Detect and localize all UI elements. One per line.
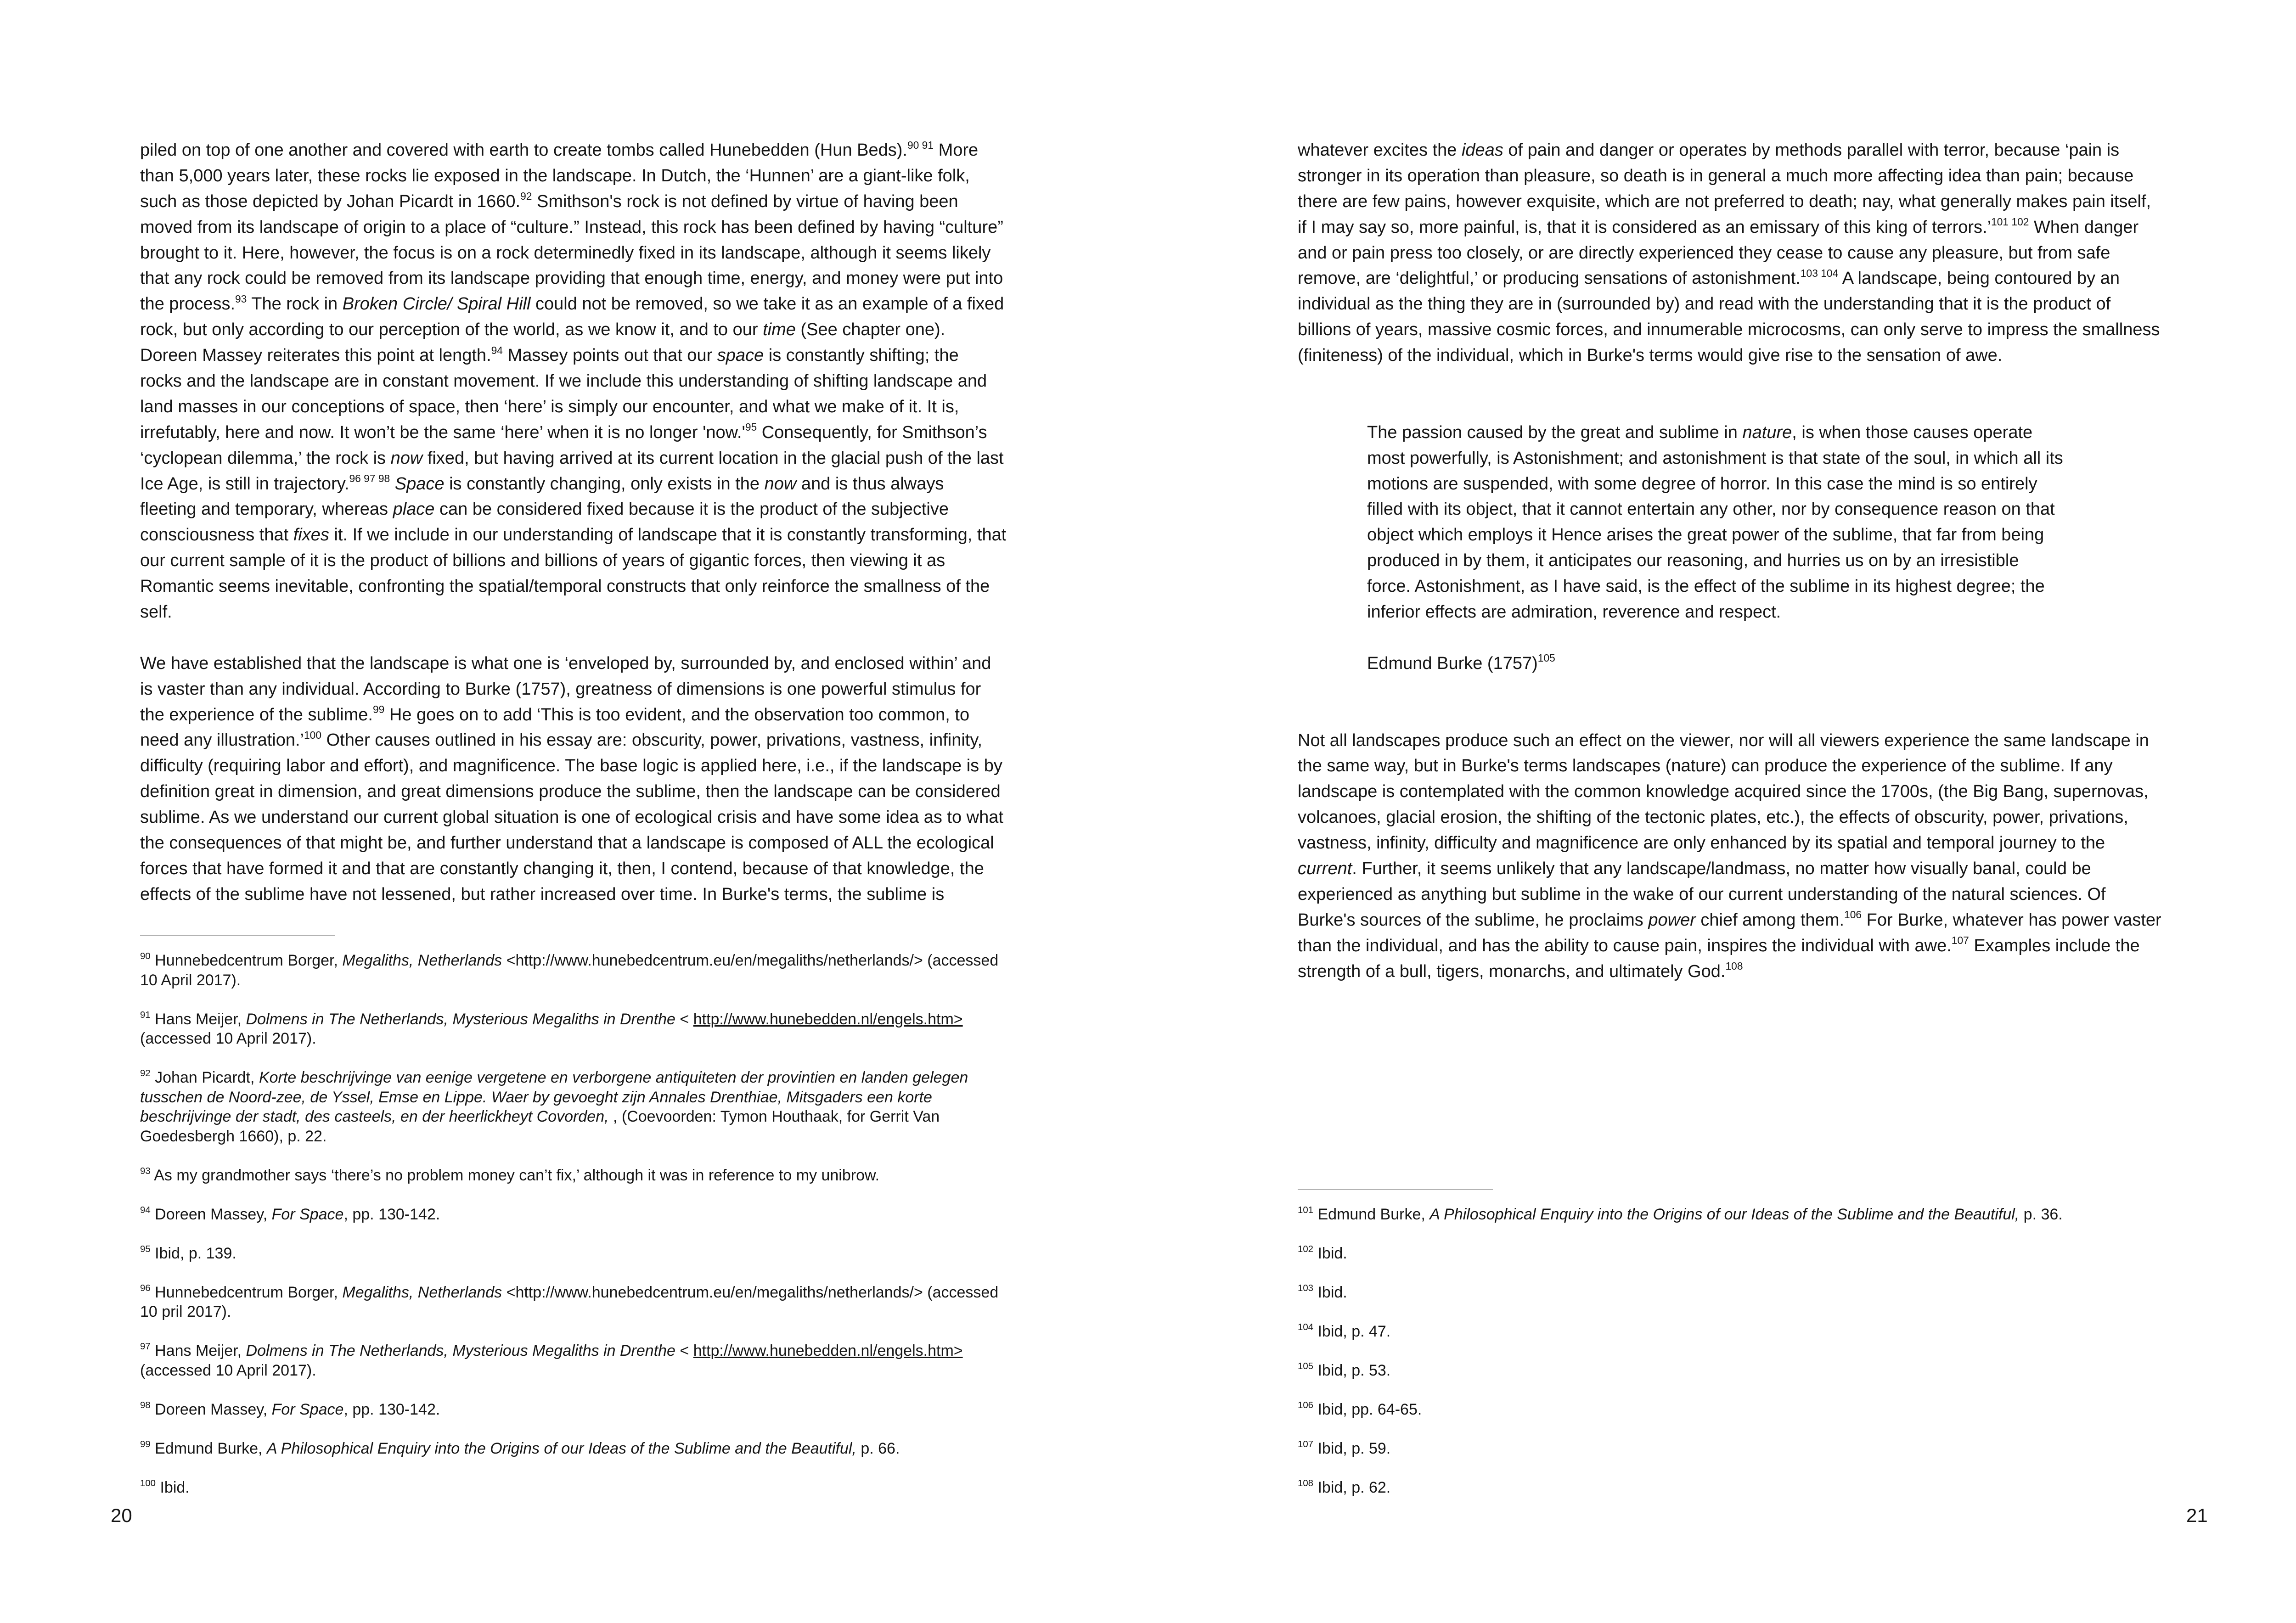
italic-text: space [717, 346, 764, 365]
footnote-ref: 106 [1844, 909, 1862, 921]
text-line: (accessed 10 April 2017). [140, 1030, 316, 1047]
text-line: Goedesbergh 1660), p. 22. [140, 1127, 327, 1145]
text-run: Ibid, p. 47. [1313, 1323, 1391, 1340]
text-run: Ibid, p. 53. [1313, 1362, 1391, 1379]
text-line: that any rock could be removed from its landscape providing that enough time, energy, and money were put into [140, 269, 1003, 288]
text-line [1298, 1244, 2063, 1264]
text-line [1298, 856, 2161, 882]
text-line: landscape is contemplated with the common knowledge acquired since the 1700s, (the Big Bang, supernovas, [1298, 782, 2149, 802]
page-number: 20 [111, 1505, 132, 1526]
footnote [140, 1341, 998, 1380]
text-line: and or pain press too closely, or are directly experienced they cease to cause any pleasure, but from safe [1298, 243, 2110, 263]
footnote-ref: 91 [140, 1010, 151, 1020]
text-line [140, 1068, 998, 1088]
text-run: Consequently, for Smithson’s [757, 422, 987, 442]
footnote-ref: 98 [140, 1400, 151, 1410]
footnote-ref: 90 91 [907, 139, 934, 151]
italic-text: Korte beschrijvinge van eenige vergetene en verborgene antiquiteten der provintien en landen gelegen [259, 1069, 968, 1086]
text-line [140, 1088, 998, 1107]
text-line: 10 pril 2017). [140, 1303, 231, 1320]
footnote-ref: 105 [1298, 1361, 1314, 1372]
text-line [1298, 1400, 2063, 1420]
italic-text: Dolmens in The Netherlands, Mysterious Megaliths in Drenthe [246, 1010, 675, 1028]
footnote [140, 1439, 998, 1459]
footnote [1298, 1244, 2063, 1264]
text-line [140, 1439, 998, 1459]
text-line [140, 497, 1006, 522]
text-run: p. 66. [856, 1439, 900, 1457]
text-line: object which employs it Hence arises the great power of the sublime, that far from being [1367, 525, 2044, 545]
left-body-text [140, 138, 1006, 908]
text-line [1298, 959, 2161, 985]
text-line [140, 1244, 998, 1264]
text-run: <http://www.hunebedcentrum.eu/en/megaliths/netherlands/> (accessed [502, 952, 999, 969]
text-line: experienced as anything but sublime in the wake of our current understanding of the natural sciences. Of [1298, 884, 2106, 904]
text-run: A landscape, being contoured by an [1838, 269, 2120, 288]
text-line [140, 1107, 998, 1127]
text-run: is constantly shifting; the [764, 346, 959, 365]
text-line: difficulty (requiring labor and effort), and magnificence. The base logic is applied here, i.e., if the landscape is by [140, 756, 1002, 776]
italic-text: now [390, 448, 423, 468]
footnote [1298, 1400, 2063, 1420]
text-line [140, 472, 1006, 497]
text-line: filled with its object, that it cannot entertain any other, nor by consequence reason on that [1367, 500, 2055, 519]
footnote [140, 1478, 998, 1498]
text-run: He goes on to add ‘This is too evident, and the observation too common, to [384, 705, 970, 724]
url-link[interactable]: http://www.hunebedden.nl/engels.htm> [693, 1342, 963, 1359]
text-line: individual as the thing they are in (surrounded by) and read with the understanding that it is the product of [1298, 294, 2111, 314]
footnote [140, 1205, 998, 1224]
text-run: irrefutably, here and now. It won’t be the same ‘here’ when it is no longer 'now.' [140, 422, 745, 442]
footnote-ref: 107 [1298, 1439, 1314, 1450]
footnote-ref: 93 [235, 292, 247, 305]
text-line: produced in by them, it anticipates our reasoning, and hurries us on by an irresistible [1367, 551, 2019, 571]
text-line: the consequences of that might be, and further understand that a landscape is composed of ALL the ecological [140, 833, 994, 853]
text-line: sublime. As we understand our current global situation is one of ecological crisis and have some idea as to what [140, 808, 1003, 827]
text-line: billions of years, massive cosmic forces, and innumerable microcosms, can only serve to impress the smallness [1298, 320, 2160, 340]
right-page [1148, 0, 2296, 1623]
text-line [140, 138, 1006, 163]
text-line [1298, 138, 2161, 163]
text-run: piled on top of one another and covered with earth to create tombs called Hunebedden (Hun Beds). [140, 140, 907, 160]
italic-text: time [763, 320, 796, 340]
text-line [140, 420, 1006, 446]
text-line: our current sample of it is the product of billions and billions of years of gigantic forces, then viewing it as [140, 551, 945, 571]
text-line [140, 1166, 998, 1185]
text-line: moved from its landscape of origin to a place of “culture.” Instead, this rock has been defined by having “culture” [140, 217, 1003, 237]
footnote-ref: 102 [1298, 1244, 1314, 1255]
footnote-ref: 100 [304, 729, 322, 741]
footnote [1298, 1361, 2063, 1381]
text-run: Edmund Burke (1757) [1367, 653, 1538, 673]
italic-text: A Philosophical Enquiry into the Origins of our Ideas of the Sublime and the Beautiful, [1429, 1206, 2020, 1223]
text-run: Ibid, p. 59. [1313, 1440, 1391, 1457]
text-run: Hans Meijer, [150, 1342, 246, 1359]
footnote-ref: 100 [140, 1478, 156, 1488]
text-run: , pp. 130-142. [343, 1400, 440, 1418]
text-run: and is thus always [796, 474, 944, 494]
text-line [140, 728, 1006, 753]
text-run: Massey points out that our [502, 346, 717, 365]
footnote-ref: 101 [1298, 1205, 1314, 1216]
text-line [140, 343, 1006, 369]
italic-text: A Philosophical Enquiry into the Origins of our Ideas of the Sublime and the Beautiful, [266, 1439, 856, 1457]
text-run: it. If we include in our understanding of landscape that it is constantly transforming, that [329, 525, 1007, 545]
footnote [140, 1068, 998, 1146]
text-run: Other causes outlined in his essay are: obscurity, power, privations, vastness, infinity, [321, 730, 983, 750]
text-line [1298, 933, 2161, 959]
footnote [140, 1283, 998, 1322]
italic-text: For Space [271, 1400, 344, 1418]
italic-text: Dolmens in The Netherlands, Mysterious Megaliths in Drenthe [246, 1342, 675, 1359]
footnotes [140, 951, 998, 1497]
italic-text: current [1298, 859, 1352, 878]
footnote-ref: 103 104 [1800, 267, 1839, 279]
footnote-ref: 95 [745, 421, 757, 433]
text-run: could not be removed, so we take it as an example of a fixed [530, 294, 1004, 314]
text-line: Romantic seems inevitable, confronting the spatial/temporal constructs that only reinforce the smallness of the [140, 577, 990, 596]
text-line: inferior effects are admiration, reverence and respect. [1367, 602, 1781, 622]
text-run: if I may say so, more painful, is, that it is considered as an emissary of this king of terrors.’ [1298, 217, 1992, 237]
text-line: land masses in our conceptions of space, then ‘here’ is simply our encounter, and what we make of it. It is, [140, 397, 959, 416]
text-run: Ibid. [1313, 1245, 1347, 1262]
text-run: Hunnebedcentrum Borger, [150, 1283, 343, 1301]
text-run: such as those depicted by Johan Picardt in 1660. [140, 191, 521, 211]
text-run: can be considered fixed because it is the product of the subjective [434, 500, 949, 519]
text-run: than the individual, and has the ability to cause pain, inspires the individual with awe. [1298, 936, 1952, 955]
footnote [1298, 1439, 2063, 1459]
text-line: (accessed 10 April 2017). [140, 1361, 316, 1379]
text-run: Doreen Massey reiterates this point at length. [140, 346, 491, 365]
text-run: Smithson's rock is not defined by virtue of having been [532, 191, 958, 211]
text-line: Not all landscapes produce such an effect on the viewer, nor will all viewers experience the same landscape in [1298, 730, 2149, 750]
text-run: . Further, it seems unlikely that any landscape/landmass, no matter how visually banal, could be [1352, 859, 2091, 878]
text-line [140, 1478, 998, 1498]
footnote-ref: 108 [1725, 960, 1743, 972]
italic-text: Broken Circle/ Spiral Hill [342, 294, 531, 314]
text-run: , is when those causes operate [1792, 422, 2033, 442]
text-run: ‘cyclopean dilemma,’ the rock is [140, 448, 391, 468]
text-run: strength of a bull, tigers, monarchs, and ultimately God. [1298, 961, 1726, 981]
text-run: < [675, 1342, 693, 1359]
text-line: rocks and the landscape are in constant movement. If we include this understanding of shifting landscape and [140, 371, 987, 391]
text-run: For Burke, whatever has power vaster [1862, 910, 2161, 930]
text-line [1298, 908, 2161, 933]
footnote-rule [1298, 1189, 1493, 1190]
text-line [140, 1341, 998, 1361]
text-run: <http://www.hunebedcentrum.eu/en/megaliths/netherlands/> (accessed [502, 1283, 999, 1301]
text-line: We have established that the landscape is what one is ‘enveloped by, surrounded by, and enclosed within’ and [140, 653, 991, 673]
text-run: Ibid, pp. 64-65. [1313, 1401, 1422, 1418]
text-run: , pp. 130-142. [343, 1205, 440, 1223]
text-run: The rock in [247, 294, 343, 314]
footnote [140, 1244, 998, 1264]
text-line [140, 951, 998, 971]
text-line: forces that have formed it and that are constantly changing it, then, I contend, because of that knowledge, the [140, 859, 984, 878]
text-line: force. Astonishment, as I have said, is the effect of the sublime in its highest degree; the [1367, 577, 2045, 596]
italic-text: now [764, 474, 797, 494]
footnote-ref: 96 97 98 [349, 472, 390, 485]
text-run: Ibid. [1313, 1284, 1347, 1301]
italic-text: Megaliths, Netherlands [342, 1283, 502, 1301]
text-run: Ibid. [156, 1478, 190, 1496]
footnote-ref: 92 [520, 190, 532, 202]
text-line [140, 522, 1006, 548]
footnote-ref: 99 [140, 1439, 151, 1449]
footnote [1298, 1205, 2063, 1224]
text-run: p. 36. [2019, 1206, 2063, 1223]
italic-text: ideas [1461, 140, 1503, 160]
text-line [1298, 1478, 2063, 1498]
italic-text: fixes [293, 525, 329, 545]
text-run: consciousness that [140, 525, 293, 545]
text-line: self. [140, 602, 172, 622]
text-run: More [934, 140, 979, 160]
text-run: Ibid, p. 139. [150, 1244, 236, 1262]
text-run: the process. [140, 294, 235, 314]
footnote [1298, 1283, 2063, 1303]
footnote [140, 951, 998, 990]
footnote-ref: 107 [1951, 934, 1969, 947]
text-run: fleeting and temporary, whereas [140, 500, 393, 519]
text-line: definition great in dimension, and great dimensions produce the sublime, then the landscape can be considered [140, 782, 1001, 802]
text-run: fixed, but having arrived at its current location in the glacial push of the last [422, 448, 1004, 468]
text-line [1298, 215, 2161, 241]
text-run: Burke's sources of the sublime, he proclaims [1298, 910, 1649, 930]
text-line [140, 317, 1006, 343]
italic-text: For Space [271, 1205, 344, 1223]
text-run: Doreen Massey, [150, 1400, 272, 1418]
text-line: (finiteness) of the individual, which in Burke's terms would give rise to the sensation of awe. [1298, 346, 2003, 365]
right-body-text [1298, 138, 2161, 984]
text-line: motions are suspended, with some degree of horror. In this case the mind is so entirely [1367, 474, 2037, 494]
text-line [1298, 1283, 2063, 1303]
footnote-ref: 106 [1298, 1400, 1314, 1411]
text-run: When danger [2029, 217, 2139, 237]
text-run: whatever excites the [1298, 140, 1462, 160]
text-run: Examples include the [1969, 936, 2140, 955]
text-run: chief among them. [1695, 910, 1845, 930]
footnote [140, 1400, 998, 1420]
text-line [140, 1283, 998, 1303]
footnote-ref: 99 [372, 703, 385, 716]
text-run: Edmund Burke, [150, 1439, 267, 1457]
text-line: effects of the sublime have not lessened, but rather increased over time. In Burke's terms, the sublime is [140, 884, 945, 904]
text-line [1298, 1439, 2063, 1459]
footnote-ref: 95 [140, 1244, 151, 1254]
text-run: of pain and danger or operates by methods parallel with terror, because ‘pain is [1503, 140, 2120, 160]
footnote [1298, 1322, 2063, 1342]
footnote-ref: 93 [140, 1166, 151, 1176]
page-number: 21 [2186, 1505, 2208, 1526]
text-run: The passion caused by the great and sublime in [1367, 422, 1743, 442]
text-run: is constantly changing, only exists in the [444, 474, 765, 494]
text-line: brought to it. Here, however, the focus is on a rock determinedly fixed in its landscape, although it seems likely [140, 243, 991, 263]
text-run: need any illustration.’ [140, 730, 304, 750]
text-run: rock, but only according to our perception of the world, as we know it, and to our [140, 320, 763, 340]
text-line: the same way, but in Burke's terms landscapes (nature) can produce the experience of the sublime. If any [1298, 756, 2113, 776]
text-run: , (Coevoorden: Tymon Houthaak, for Gerrit Van [608, 1108, 940, 1125]
url-link[interactable]: http://www.hunebedden.nl/engels.htm> [693, 1010, 963, 1028]
italic-text: nature [1742, 422, 1792, 442]
footnote-ref: 96 [140, 1283, 151, 1293]
text-line [140, 292, 1006, 317]
text-line [1298, 1205, 2063, 1224]
italic-text: tusschen de Noord-zee, de Yssel, Emse en Lippe. Waer by gevoeght zijn Annales Drenthiae, Mitsgaders een korte [140, 1088, 932, 1106]
text-run: the experience of the sublime. [140, 705, 373, 724]
text-line [140, 1205, 998, 1224]
footnote-ref: 94 [491, 344, 503, 356]
footnote-ref: 92 [140, 1068, 151, 1079]
text-line [140, 189, 1006, 215]
text-run: Hans Meijer, [150, 1010, 246, 1028]
text-run: Doreen Massey, [150, 1205, 272, 1223]
footnote-ref: 101 102 [1991, 216, 2029, 228]
italic-text: Megaliths, Netherlands [342, 952, 502, 969]
text-run [390, 474, 395, 494]
text-run: Ice Age, is still in trajectory. [140, 474, 349, 494]
text-line [140, 1010, 998, 1029]
text-line: there are few pains, however exquisite, which are not preferred to death; nay, what generally makes pain itself, [1298, 191, 2151, 211]
text-line: than 5,000 years later, these rocks lie exposed in the landscape. In Dutch, the ‘Hunnen’ are a giant-like folk, [140, 166, 970, 185]
block-quote [1367, 420, 2161, 625]
footnote [140, 1166, 998, 1185]
quote-attribution [1367, 651, 2161, 677]
text-line [1367, 420, 2161, 446]
text-line: 10 April 2017). [140, 971, 241, 989]
text-line [140, 702, 1006, 728]
text-run: Hunnebedcentrum Borger, [150, 952, 343, 969]
italic-text: place [393, 500, 435, 519]
footnote [140, 1010, 998, 1049]
text-line [140, 446, 1006, 472]
text-run: As my grandmother says ‘there’s no problem money can’t fix,’ although it was in reference to my unibrow. [150, 1166, 880, 1184]
footnotes [1298, 1205, 2063, 1498]
body-paragraph [1298, 728, 2161, 985]
footnote [1298, 1478, 2063, 1498]
text-run: remove, are ‘delightful,’ or producing sensations of astonishment. [1298, 269, 1801, 288]
footnote-ref: 94 [140, 1205, 151, 1215]
text-line [1298, 1361, 2063, 1381]
text-run: Edmund Burke, [1313, 1206, 1430, 1223]
text-line [1298, 266, 2161, 292]
footnote-rule [140, 935, 335, 936]
text-run: Ibid, p. 62. [1313, 1479, 1391, 1496]
text-line: most powerfully, is Astonishment; and astonishment is that state of the soul, in which all its [1367, 448, 2063, 468]
text-run: Johan Picardt, [150, 1069, 259, 1086]
text-line: volcanoes, glacial erosion, the shifting of the tectonic plates, etc.), the effects of obscurity, power, privations, [1298, 808, 2128, 827]
italic-text: Space [394, 474, 445, 494]
footnote-ref: 104 [1298, 1322, 1314, 1333]
footnote-ref: 103 [1298, 1283, 1314, 1294]
text-line: stronger in its operation than pleasure, so death is in general a much more affecting idea than pain; because [1298, 166, 2134, 185]
text-run: (See chapter one). [795, 320, 945, 340]
italic-text: beschrijvinge der stadt, des casteels, en der heerlickheyt Covorden, [140, 1108, 609, 1125]
footnote-ref: 108 [1298, 1478, 1314, 1489]
body-paragraph [140, 138, 1006, 625]
footnote-ref: 90 [140, 951, 151, 962]
text-line [1298, 1322, 2063, 1342]
text-line [140, 1400, 998, 1420]
footnote-ref: 97 [140, 1342, 151, 1352]
body-paragraph [1298, 138, 2161, 369]
footnote-ref: 105 [1537, 652, 1555, 664]
text-run: < [675, 1010, 693, 1028]
body-paragraph [140, 651, 1006, 908]
italic-text: power [1648, 910, 1696, 930]
text-line: is vaster than any individual. According to Burke (1757), greatness of dimensions is one powerful stimulus for [140, 679, 981, 699]
text-line: vastness, infinity, difficulty and magnificence are only enhanced by its spatial and temporal journey to the [1298, 833, 2105, 853]
text-line [1367, 651, 2161, 677]
